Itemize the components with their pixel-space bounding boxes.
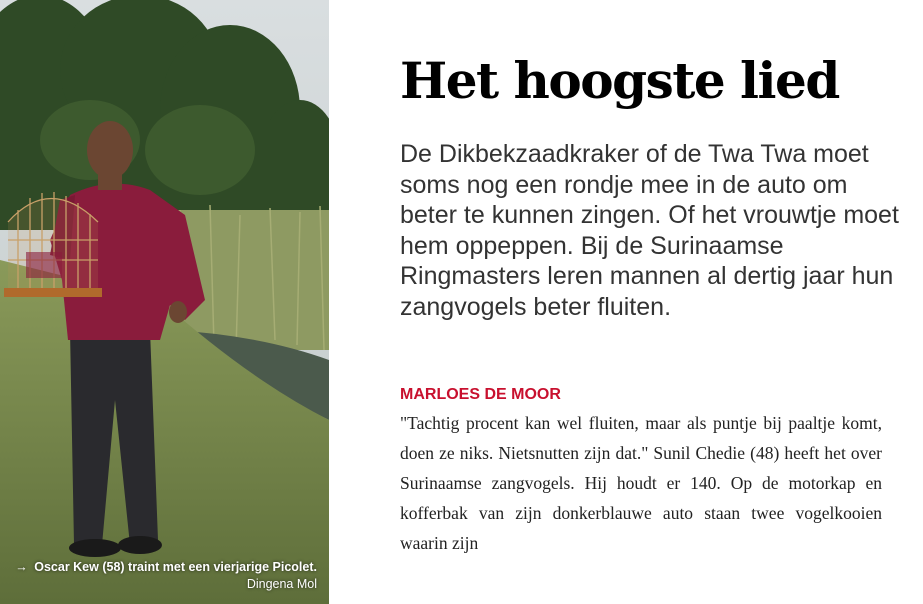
article-lead: De Dikbekzaadkraker of de Twa Twa moet soms nog een rondje mee in de auto om beter te kunnen zingen. Of het vrouwtje moet hem oppeppen. Bij de Surinaamse Ringmasters leren mannen al dertig jaar hun zangvogels beter fluiten. xyxy=(400,140,899,321)
article-photo xyxy=(0,0,329,604)
caption-arrow-icon: → xyxy=(15,560,28,574)
article-author: MARLOES DE MOOR xyxy=(400,386,561,403)
article-body: "Tachtig procent kan wel fluiten, maar als puntje bij paaltje komt, doen ze niks. Nietsnutten zijn dat." Sunil Chedie (48) heeft het over Surinaamse zangvogels. Hij houdt er 140. Op de motorkap en kofferbak van zijn donkerblauwe auto staan twee vogelkooien waarin zijn xyxy=(400,413,882,553)
photo-caption xyxy=(0,559,317,593)
article-title: Het hoogste lied xyxy=(400,51,839,110)
caption-text: Oscar Kew (58) traint met een vierjarige Picolet. xyxy=(34,560,317,574)
photo-credit: Dingena Mol xyxy=(246,577,317,591)
photo-illustration xyxy=(0,0,329,604)
